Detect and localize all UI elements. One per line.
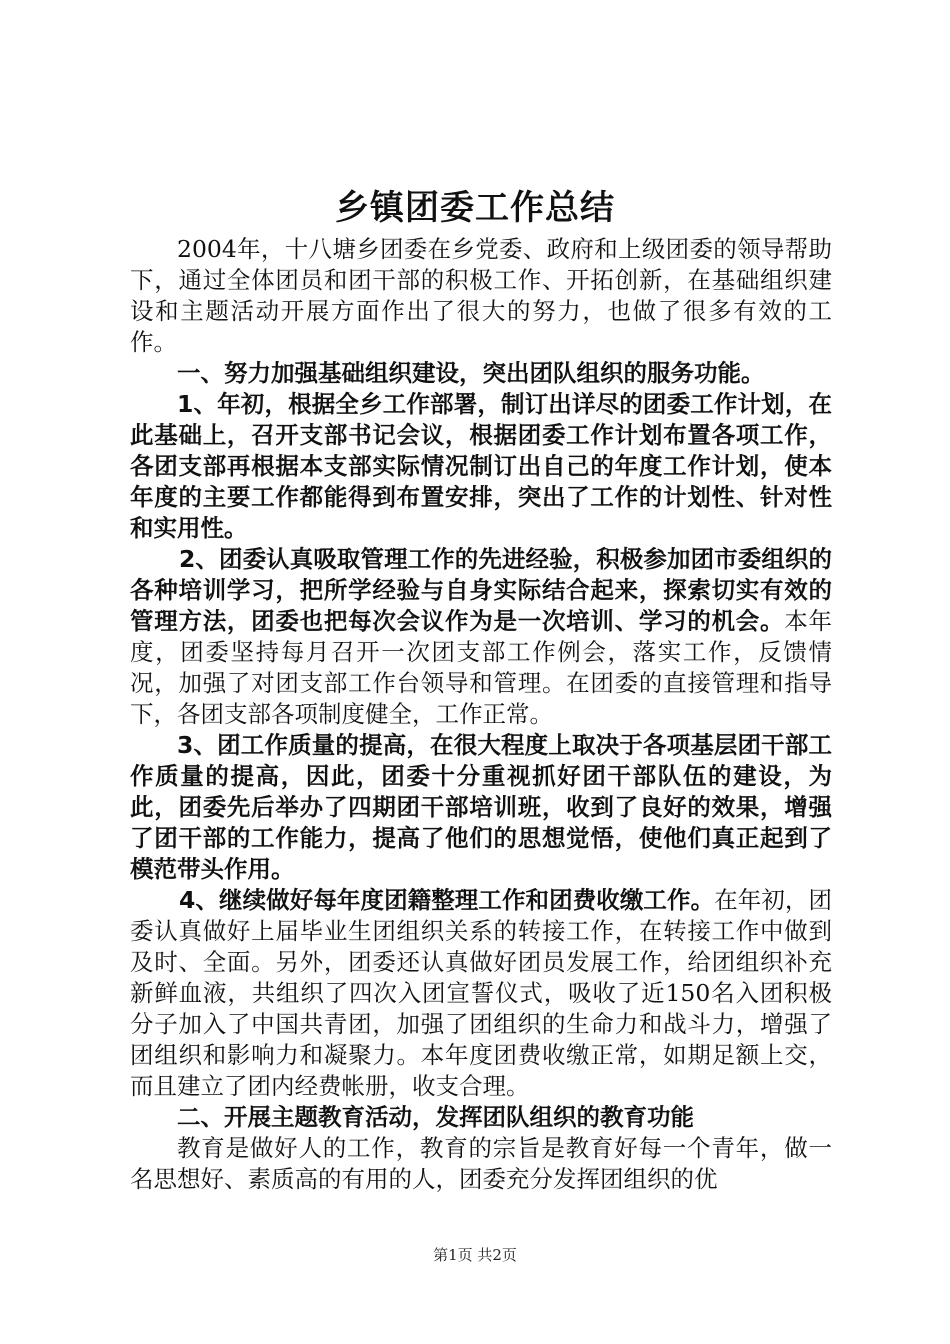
section-1-heading: 一、努力加强基础组织建设，突出团队组织的服务功能。: [177, 359, 765, 387]
item-2-paragraph: [130, 544, 832, 730]
item-2-rest: 本年度，团委坚持每月召开一次团支部工作例会，落实工作，反馈情况，加强了对团支部工作台领导和管理。在团委的直接管理和指导下，各团支部各项制度健全，工作正常。: [130, 607, 833, 728]
document-body: [130, 234, 832, 1195]
item-1-paragraph: 1、年初，根据全乡工作部署，制订出详尽的团委工作计划，在此基础上，召开支部书记会议，根据团委工作计划布置各项工作，各团支部再根据本支部实际情况制订出自己的年度工作计划，使本年度的主要工作都能得到布置安排，突出了工作的计划性、针对性和实用性。: [130, 390, 832, 542]
item-4-paragraph: [130, 885, 832, 1102]
section-2-paragraph: 教育是做好人的工作，教育的宗旨是教育好每一个青年，做一名思想好、素质高的有用的人，团委充分发挥团组织的优: [130, 1134, 832, 1193]
item-3-paragraph: 3、团工作质量的提高，在很大程度上取决于各项基层团干部工作质量的提高，因此，团委十分重视抓好团干部队伍的建设，为此，团委先后举办了四期团干部培训班，收到了良好的效果，增强了团干部的工作能力，提高了他们的思想觉悟，使他们真正起到了模范带头作用。: [130, 731, 832, 883]
item-4-rest: 在年初，团委认真做好上届毕业生团组织关系的转接工作，在转接工作中做到及时、全面。另外，团委还认真做好团员发展工作，给团组织补充新鲜血液，共组织了四次入团宣誓仪式，吸收了近150名入团积极分子加入了中国共青团，加强了团组织的生命力和战斗力，增强了团组织和影响力和凝聚力。本年度团费收缴正常，如期足额上交，而且建立了团内经费帐册，收支合理。: [130, 886, 833, 1100]
page-indicator: 第1页 共2页: [433, 1246, 517, 1264]
document-title: 乡镇团委工作总结: [335, 188, 615, 228]
section-2-heading: 二、开展主题教育活动，发挥团队组织的教育功能: [177, 1103, 694, 1131]
item-2-lead: 2、团委认真吸取管理工作的先进经验，积极参加团市委组织的各种培训学习，把所学经验与自身实际结合起来，探索切实有效的管理方法，团委也把每次会议作为是一次培训、学习的机会。: [130, 545, 832, 635]
item-4-lead: 4、继续做好每年度团籍整理工作和团费收缴工作。: [179, 886, 715, 914]
intro-paragraph: 2004年，十八塘乡团委在乡党委、政府和上级团委的领导帮助下，通过全体团员和团干部的积极工作、开拓创新，在基础组织建设和主题活动开展方面作出了很大的努力，也做了很多有效的工作。: [130, 235, 832, 356]
